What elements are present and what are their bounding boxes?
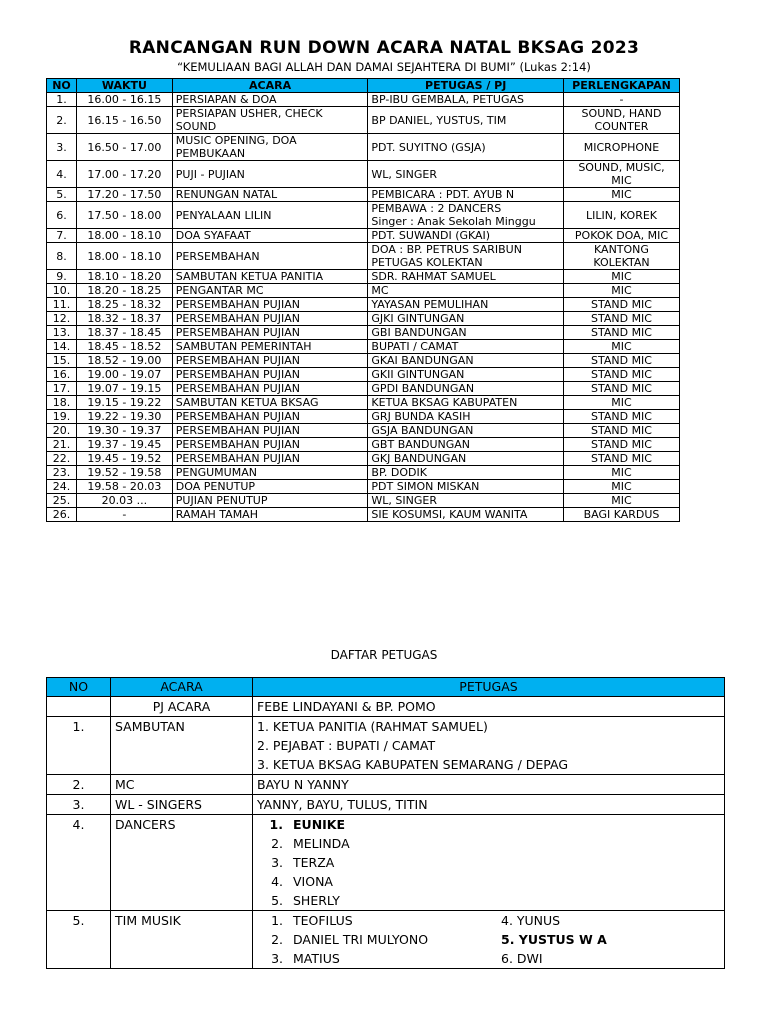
table-row xyxy=(47,717,725,775)
document-subtitle: “KEMULIAAN BAGI ALLAH DAN DAMAI SEJAHTERA DI BUMI” (Lukas 2:14) xyxy=(177,60,591,74)
rundown-table xyxy=(46,78,680,522)
item-name: MATIUS xyxy=(293,951,340,966)
row-perlengkapan: STAND MIC xyxy=(563,382,679,396)
row-acara: PENYALAAN LILIN xyxy=(172,202,368,229)
row-acara: PERSEMBAHAN PUJIAN xyxy=(172,438,368,452)
table-row xyxy=(47,326,680,340)
row-waktu: 19.15 - 19.22 xyxy=(76,396,172,410)
item-number: 4. xyxy=(271,874,283,889)
row-acara: PERSEMBAHAN PUJIAN xyxy=(172,368,368,382)
row-waktu: 18.25 - 18.32 xyxy=(76,298,172,312)
petugas-header-no: NO xyxy=(47,678,111,697)
row-petugas: GRJ BUNDA KASIH xyxy=(368,410,564,424)
table-row xyxy=(47,340,680,354)
row-acara: SAMBUTAN PEMERINTAH xyxy=(172,340,368,354)
row-perlengkapan: SOUND, MUSIC, MIC xyxy=(563,161,679,188)
table-row xyxy=(47,382,680,396)
item-name: VIONA xyxy=(293,874,333,889)
table-row xyxy=(47,188,680,202)
row-petugas: PDT. SUWANDI (GKAI) xyxy=(368,229,564,243)
row-acara: SAMBUTAN KETUA PANITIA xyxy=(172,270,368,284)
row-acara: PERSEMBAHAN PUJIAN xyxy=(172,410,368,424)
row-acara: DOA SYAFAAT xyxy=(172,229,368,243)
table-row xyxy=(47,410,680,424)
row-waktu: 18.45 - 18.52 xyxy=(76,340,172,354)
list-item xyxy=(261,872,720,891)
list-item: 2. PEJABAT : BUPATI / CAMAT xyxy=(257,738,436,753)
table-row xyxy=(47,368,680,382)
row-perlengkapan: MIC xyxy=(563,340,679,354)
document-title: RANCANGAN RUN DOWN ACARA NATAL BKSAG 2023 xyxy=(128,38,640,58)
row-acara: WL - SINGERS xyxy=(111,795,253,815)
row-acara: PUJIAN PENUTUP xyxy=(172,494,368,508)
list-item xyxy=(261,815,720,834)
row-perlengkapan: SOUND, HAND COUNTER xyxy=(563,107,679,134)
row-waktu: 18.37 - 18.45 xyxy=(76,326,172,340)
row-no: 10. xyxy=(47,284,77,298)
table-row xyxy=(47,396,680,410)
row-petugas: MC xyxy=(368,284,564,298)
row-no: 25. xyxy=(47,494,77,508)
row-no: 5. xyxy=(47,911,111,969)
row-waktu: 19.00 - 19.07 xyxy=(76,368,172,382)
row-no: 12. xyxy=(47,312,77,326)
row-perlengkapan: STAND MIC xyxy=(563,452,679,466)
list-item: 5. YUSTUS W A xyxy=(501,932,607,947)
row-no: 7. xyxy=(47,229,77,243)
row-no: 20. xyxy=(47,424,77,438)
row-acara: MUSIC OPENING, DOA PEMBUKAAN xyxy=(172,134,368,161)
row-no: 4. xyxy=(47,161,77,188)
petugas-header-petugas: PETUGAS xyxy=(253,678,725,697)
row-no: 13. xyxy=(47,326,77,340)
row-petugas: PEMBICARA : PDT. AYUB N xyxy=(368,188,564,202)
row-petugas: BP DANIEL, YUSTUS, TIM xyxy=(368,107,564,134)
row-acara: PERSIAPAN & DOA xyxy=(172,93,368,107)
header-petugas: PETUGAS / PJ xyxy=(368,79,564,93)
row-waktu: 19.52 - 19.58 xyxy=(76,466,172,480)
petugas-header-acara: ACARA xyxy=(111,678,253,697)
table-row xyxy=(47,508,680,522)
row-perlengkapan: MIC xyxy=(563,494,679,508)
row-petugas xyxy=(253,911,725,969)
row-petugas: GJKI GINTUNGAN xyxy=(368,312,564,326)
item-name: SHERLY xyxy=(293,893,340,908)
row-petugas: GKII GINTUNGAN xyxy=(368,368,564,382)
table-row xyxy=(47,424,680,438)
row-waktu: 19.22 - 19.30 xyxy=(76,410,172,424)
row-acara: PENGUMUMAN xyxy=(172,466,368,480)
row-waktu: - xyxy=(76,508,172,522)
row-petugas: GSJA BANDUNGAN xyxy=(368,424,564,438)
row-petugas: FEBE LINDAYANI & BP. POMO xyxy=(253,697,725,717)
row-petugas: SIE KOSUMSI, KAUM WANITA xyxy=(368,508,564,522)
row-no: 23. xyxy=(47,466,77,480)
row-acara: PERSEMBAHAN PUJIAN xyxy=(172,298,368,312)
row-petugas: BP-IBU GEMBALA, PETUGAS xyxy=(368,93,564,107)
row-perlengkapan: STAND MIC xyxy=(563,410,679,424)
item-number: 3. xyxy=(271,855,283,870)
row-petugas xyxy=(253,815,725,911)
row-waktu: 18.00 - 18.10 xyxy=(76,243,172,270)
item-number: 1. xyxy=(269,817,283,832)
table-row xyxy=(47,161,680,188)
row-no: 21. xyxy=(47,438,77,452)
table-row xyxy=(47,202,680,229)
row-no: 26. xyxy=(47,508,77,522)
list-item xyxy=(261,949,501,968)
row-acara: PERSIAPAN USHER, CHECK SOUND xyxy=(172,107,368,134)
row-no: 15. xyxy=(47,354,77,368)
petugas-table xyxy=(46,677,725,969)
row-acara: RENUNGAN NATAL xyxy=(172,188,368,202)
row-waktu: 18.10 - 18.20 xyxy=(76,270,172,284)
item-name: TEOFILUS xyxy=(293,913,353,928)
row-perlengkapan: MIC xyxy=(563,466,679,480)
row-petugas: PDT. SUYITNO (GSJA) xyxy=(368,134,564,161)
row-no: 3. xyxy=(47,795,111,815)
row-no: 18. xyxy=(47,396,77,410)
row-waktu: 17.00 - 17.20 xyxy=(76,161,172,188)
row-petugas: GBT BANDUNGAN xyxy=(368,438,564,452)
row-petugas: DOA : BP. PETRUS SARIBUN PETUGAS KOLEKTAN xyxy=(368,243,564,270)
row-acara: PERSEMBAHAN PUJIAN xyxy=(172,326,368,340)
row-no: 4. xyxy=(47,815,111,911)
row-perlengkapan: MIC xyxy=(563,270,679,284)
row-petugas: PEMBAWA : 2 DANCERS Singer : Anak Sekolah Minggu xyxy=(368,202,564,229)
music-team-grid xyxy=(261,911,720,968)
list-item: 4. YUNUS xyxy=(501,913,561,928)
row-perlengkapan: MIC xyxy=(563,284,679,298)
row-no: 19. xyxy=(47,410,77,424)
row-waktu: 16.50 - 17.00 xyxy=(76,134,172,161)
header-acara: ACARA xyxy=(172,79,368,93)
row-no: 1. xyxy=(47,93,77,107)
list-item xyxy=(261,853,720,872)
row-acara: PERSEMBAHAN PUJIAN xyxy=(172,382,368,396)
header-waktu: WAKTU xyxy=(76,79,172,93)
row-acara: TIM MUSIK xyxy=(111,911,253,969)
row-perlengkapan: MIC xyxy=(563,396,679,410)
list-item xyxy=(261,834,720,853)
row-acara: MC xyxy=(111,775,253,795)
item-number: 2. xyxy=(271,836,283,851)
row-petugas: GPDI BANDUNGAN xyxy=(368,382,564,396)
row-waktu: 19.45 - 19.52 xyxy=(76,452,172,466)
row-perlengkapan: - xyxy=(563,93,679,107)
row-no: 6. xyxy=(47,202,77,229)
table-row xyxy=(47,312,680,326)
table-row xyxy=(47,93,680,107)
row-acara: PJ ACARA xyxy=(111,697,253,717)
row-perlengkapan: MIC xyxy=(563,188,679,202)
table-row xyxy=(47,298,680,312)
item-name: DANIEL TRI MULYONO xyxy=(293,932,429,947)
row-waktu: 17.50 - 18.00 xyxy=(76,202,172,229)
table-row xyxy=(47,494,680,508)
table-row xyxy=(47,452,680,466)
table-row xyxy=(47,354,680,368)
row-acara: SAMBUTAN KETUA BKSAG xyxy=(172,396,368,410)
row-perlengkapan: STAND MIC xyxy=(563,326,679,340)
row-waktu: 19.07 - 19.15 xyxy=(76,382,172,396)
item-number: 2. xyxy=(271,932,283,947)
row-no: 3. xyxy=(47,134,77,161)
row-petugas: PDT SIMON MISKAN xyxy=(368,480,564,494)
row-acara: SAMBUTAN xyxy=(111,717,253,775)
list-item xyxy=(261,911,501,930)
table-row xyxy=(47,270,680,284)
item-name: MELINDA xyxy=(293,836,350,851)
row-perlengkapan: MICROPHONE xyxy=(563,134,679,161)
row-no: 8. xyxy=(47,243,77,270)
row-waktu: 16.00 - 16.15 xyxy=(76,93,172,107)
list-item: 1. KETUA PANITIA (RAHMAT SAMUEL) xyxy=(257,719,488,734)
row-petugas: SDR. RAHMAT SAMUEL xyxy=(368,270,564,284)
row-waktu: 18.52 - 19.00 xyxy=(76,354,172,368)
row-petugas: BAYU N YANNY xyxy=(253,775,725,795)
table-row xyxy=(47,438,680,452)
row-perlengkapan: STAND MIC xyxy=(563,312,679,326)
row-acara: PENGANTAR MC xyxy=(172,284,368,298)
row-acara: PERSEMBAHAN PUJIAN xyxy=(172,312,368,326)
row-waktu: 18.00 - 18.10 xyxy=(76,229,172,243)
petugas-header-row xyxy=(47,678,725,697)
row-perlengkapan: KANTONG KOLEKTAN xyxy=(563,243,679,270)
row-perlengkapan: STAND MIC xyxy=(563,354,679,368)
list-item: 6. DWI xyxy=(501,951,543,966)
item-name: TERZA xyxy=(293,855,335,870)
table-row xyxy=(47,243,680,270)
item-number: 5. xyxy=(271,893,283,908)
row-acara: RAMAH TAMAH xyxy=(172,508,368,522)
row-waktu: 16.15 - 16.50 xyxy=(76,107,172,134)
row-waktu: 18.20 - 18.25 xyxy=(76,284,172,298)
row-petugas: KETUA BKSAG KABUPATEN xyxy=(368,396,564,410)
table-row xyxy=(47,697,725,717)
table-row xyxy=(47,815,725,911)
row-petugas: WL, SINGER xyxy=(368,494,564,508)
table-row xyxy=(47,229,680,243)
table-row xyxy=(47,911,725,969)
row-no: 9. xyxy=(47,270,77,284)
list-item xyxy=(261,930,501,949)
row-perlengkapan: STAND MIC xyxy=(563,424,679,438)
row-perlengkapan: MIC xyxy=(563,480,679,494)
row-perlengkapan: STAND MIC xyxy=(563,368,679,382)
row-waktu: 20.03 ... xyxy=(76,494,172,508)
table-row xyxy=(47,480,680,494)
row-acara: PERSEMBAHAN PUJIAN xyxy=(172,424,368,438)
row-acara: PERSEMBAHAN PUJIAN xyxy=(172,452,368,466)
rundown-header-row xyxy=(47,79,680,93)
row-no: 1. xyxy=(47,717,111,775)
table-row xyxy=(47,775,725,795)
row-no: 2. xyxy=(47,775,111,795)
row-no: 16. xyxy=(47,368,77,382)
row-petugas: GBI BANDUNGAN xyxy=(368,326,564,340)
row-perlengkapan: BAGI KARDUS xyxy=(563,508,679,522)
row-petugas: BP. DODIK xyxy=(368,466,564,480)
header-no: NO xyxy=(47,79,77,93)
table-row xyxy=(47,134,680,161)
row-no: 24. xyxy=(47,480,77,494)
item-name: EUNIKE xyxy=(293,817,346,832)
table-row xyxy=(47,466,680,480)
row-perlengkapan: STAND MIC xyxy=(563,438,679,452)
table-row xyxy=(47,284,680,298)
row-waktu: 17.20 - 17.50 xyxy=(76,188,172,202)
row-no: 22. xyxy=(47,452,77,466)
item-number: 3. xyxy=(271,951,283,966)
row-perlengkapan: LILIN, KOREK xyxy=(563,202,679,229)
row-acara: PERSEMBAHAN xyxy=(172,243,368,270)
row-waktu: 19.37 - 19.45 xyxy=(76,438,172,452)
row-petugas: GKJ BANDUNGAN xyxy=(368,452,564,466)
row-perlengkapan: POKOK DOA, MIC xyxy=(563,229,679,243)
row-no: 14. xyxy=(47,340,77,354)
row-petugas: WL, SINGER xyxy=(368,161,564,188)
row-no: 5. xyxy=(47,188,77,202)
row-waktu: 19.58 - 20.03 xyxy=(76,480,172,494)
row-perlengkapan: STAND MIC xyxy=(563,298,679,312)
row-acara: PUJI - PUJIAN xyxy=(172,161,368,188)
row-no: 17. xyxy=(47,382,77,396)
list-item xyxy=(261,891,720,910)
row-no: 2. xyxy=(47,107,77,134)
header-perlengkapan: PERLENGKAPAN xyxy=(563,79,679,93)
row-petugas: YAYASAN PEMULIHAN xyxy=(368,298,564,312)
row-acara: DANCERS xyxy=(111,815,253,911)
list-item: 3. KETUA BKSAG KABUPATEN SEMARANG / DEPAG xyxy=(257,757,569,772)
row-acara: DOA PENUTUP xyxy=(172,480,368,494)
row-petugas: BUPATI / CAMAT xyxy=(368,340,564,354)
row-acara: PERSEMBAHAN PUJIAN xyxy=(172,354,368,368)
row-petugas: GKAI BANDUNGAN xyxy=(368,354,564,368)
table-row xyxy=(47,795,725,815)
table-row xyxy=(47,107,680,134)
row-no xyxy=(47,697,111,717)
row-petugas: YANNY, BAYU, TULUS, TITIN xyxy=(253,795,725,815)
row-waktu: 18.32 - 18.37 xyxy=(76,312,172,326)
row-petugas xyxy=(253,717,725,775)
row-waktu: 19.30 - 19.37 xyxy=(76,424,172,438)
section-title: DAFTAR PETUGAS xyxy=(330,648,438,662)
row-no: 11. xyxy=(47,298,77,312)
item-number: 1. xyxy=(271,913,283,928)
